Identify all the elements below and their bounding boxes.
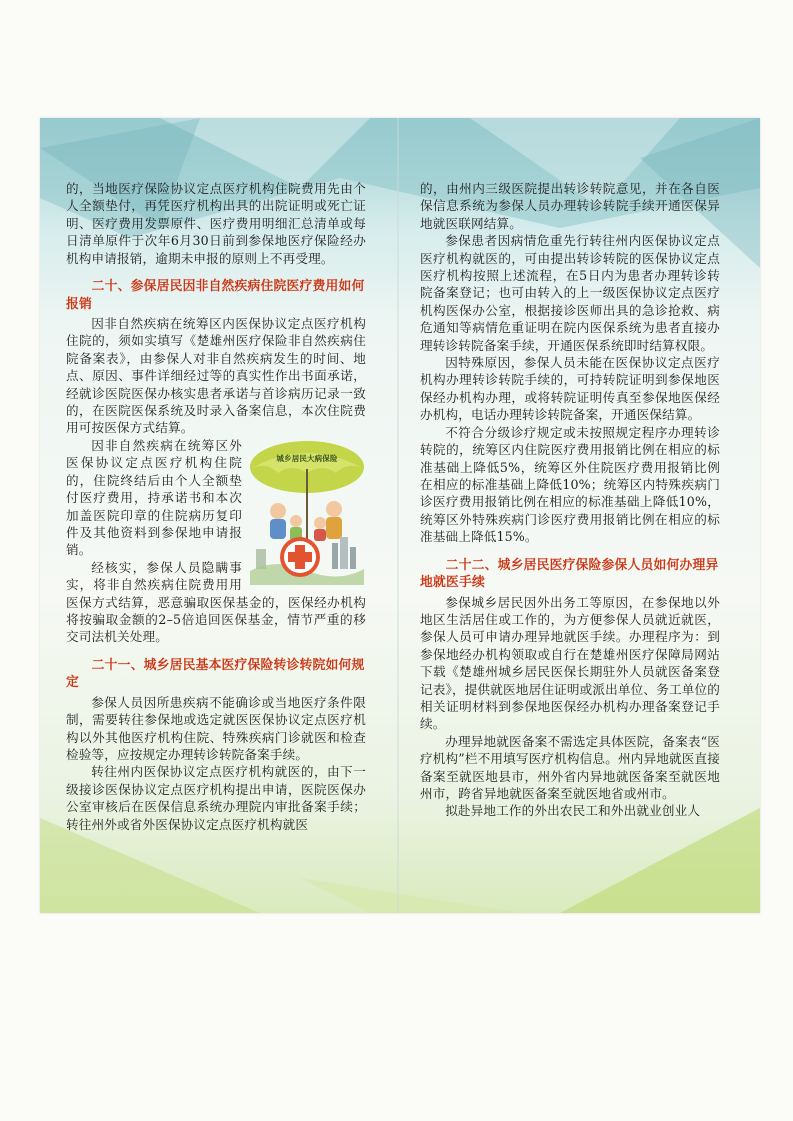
- paragraph: 参保人员因所患疾病不能确诊或当地医疗条件限制，需要转往参保地或选定就医医保协议定点医疗机构以外其他医疗机构住院、特殊疾病门诊就医和检查检验等，应按规定办理转诊转院备案手续。: [66, 694, 366, 762]
- paragraph: 因特殊原因，参保人员未能在医保协议定点医疗机构办理转诊转院手续的，可持转院证明到参保地医保经办机构办理，或将转院证明传真至参保地医保经办机构，电话办理转诊转院备案，开通医保结算。: [420, 355, 720, 423]
- paragraph: 参保患者因病情危重先行转往州内医保协议定点医疗机构就医的，可由提出转诊转院的医保协议定点医疗机构按照上述流程，在5日内为患者办理转诊转院备案登记；也可由转入的上一级医保协议定点医疗机构医保办公室，根据接诊医师出具的急诊抢救、病危通知等病情危重证明在院内医保系统为患者直接办理转诊转院备案手续，开通医保系统即时结算权限。: [420, 233, 720, 353]
- paragraph: 办理异地就医备案不需选定具体医院，备案表“医疗机构”栏不用填写医疗机构信息。州内异地就医直接备案至就医地县市，州外省内异地就医备案至就医地州市，跨省异地就医备案至就医地省或州市。: [420, 733, 720, 801]
- paragraph: 的，由州内三级医院提出转诊转院意见，并在各自医保信息系统为参保人员办理转诊转院手续开通医保异地就医联网结算。: [420, 181, 720, 231]
- paragraph: 因非自然疾病在统筹区外医保协议定点医疗机构住院的，住院终结后由个人全额垫付医疗费用，持承诺书和本次加盖医院印章的住院病历复印件及其他资料到参保地申请报销。: [66, 437, 242, 558]
- umbrella-label: 城乡居民大病保险: [276, 453, 338, 463]
- paragraph: 因非自然疾病在统筹区内医保协议定点医疗机构住院的，须如实填写《楚雄州医疗保险非自然疾病住院备案表》，由参保人对非自然疾病发生的时间、地点、原因、事件详细经过等的真实性作出书面承诺，经就诊医院医保办核实患者承诺与首诊病历记录一致的，在医院医保系统及时录入备案信息，本次住院费用可按医保方式结算。: [66, 316, 366, 436]
- left-panel: [66, 180, 366, 833]
- section-heading-20: 二十、参保居民因非自然疾病住院医疗费用如何报销: [66, 279, 365, 312]
- paragraph: 拟赴异地工作的外出农民工和外出就业创业人: [445, 803, 701, 819]
- paragraph: 不符合分级诊疗规定或未按照规定程序办理转诊转院的，统筹区内住院医疗费用报销比例在相应的标准基础上降低5%，统筹区外住院医疗费用报销比例在相应的标准基础上降低10%；统筹区内特殊疾病门诊医疗费用报销比例在相应的标准基础上降低10%，统筹区外特殊疾病门诊医疗费用报销比例在相应的标准基础上降低15%。: [420, 424, 720, 545]
- paragraph: 参保城乡居民因外出务工等原因，在参保地以外地区生活居住或工作的，为方便参保人员就近就医，参保人员可申请办理异地就医手续。办理程序为：到参保地经办机构领取或自行在楚雄州医疗保障局网站下载《楚雄州城乡居民医保长期驻外人员就医备案登记表》，提供就医地居住证明或派出单位、务工单位的相关证明材料到参保地医保经办机构办理备案登记手续。: [420, 594, 720, 732]
- brochure-spread: [40, 118, 760, 913]
- paragraph: 的，当地医疗保险协议定点医疗机构住院费用先由个人全额垫付，再凭医疗机构出具的出院证明或死亡证明、医疗费用发票原件、医疗费用明细汇总清单或每日清单原件于次年6月30日前到参保地医疗保险经办机构申请报销，逾期未申报的原则上不再受理。: [66, 181, 366, 266]
- paragraph: 转往州内医保协议定点医疗机构就医的，由下一级接诊医保协议定点医疗机构提出申请，医院医保办公室审核后在医保信息系统办理院内审批备案手续；转往州外或省外医保协议定点医疗机构就医: [66, 764, 366, 832]
- paragraph: 经核实，参保人员隐瞒事实，将非自然疾病住院费用用医保方式结算，恶意骗取医保基金的，医保经办机构将按骗取金额的2–5倍追回医保基金，情节严重的移交司法机关处理。: [66, 559, 366, 645]
- right-panel: [420, 180, 720, 820]
- umbrella-icon: [248, 439, 366, 585]
- section-heading-21: 二十一、城乡居民基本医疗保险转诊转院如何规定: [66, 657, 365, 691]
- section-heading-22: 二十二、城乡居民医疗保险参保人员如何办理异地就医手续: [420, 557, 719, 591]
- umbrella-illustration: [248, 439, 366, 585]
